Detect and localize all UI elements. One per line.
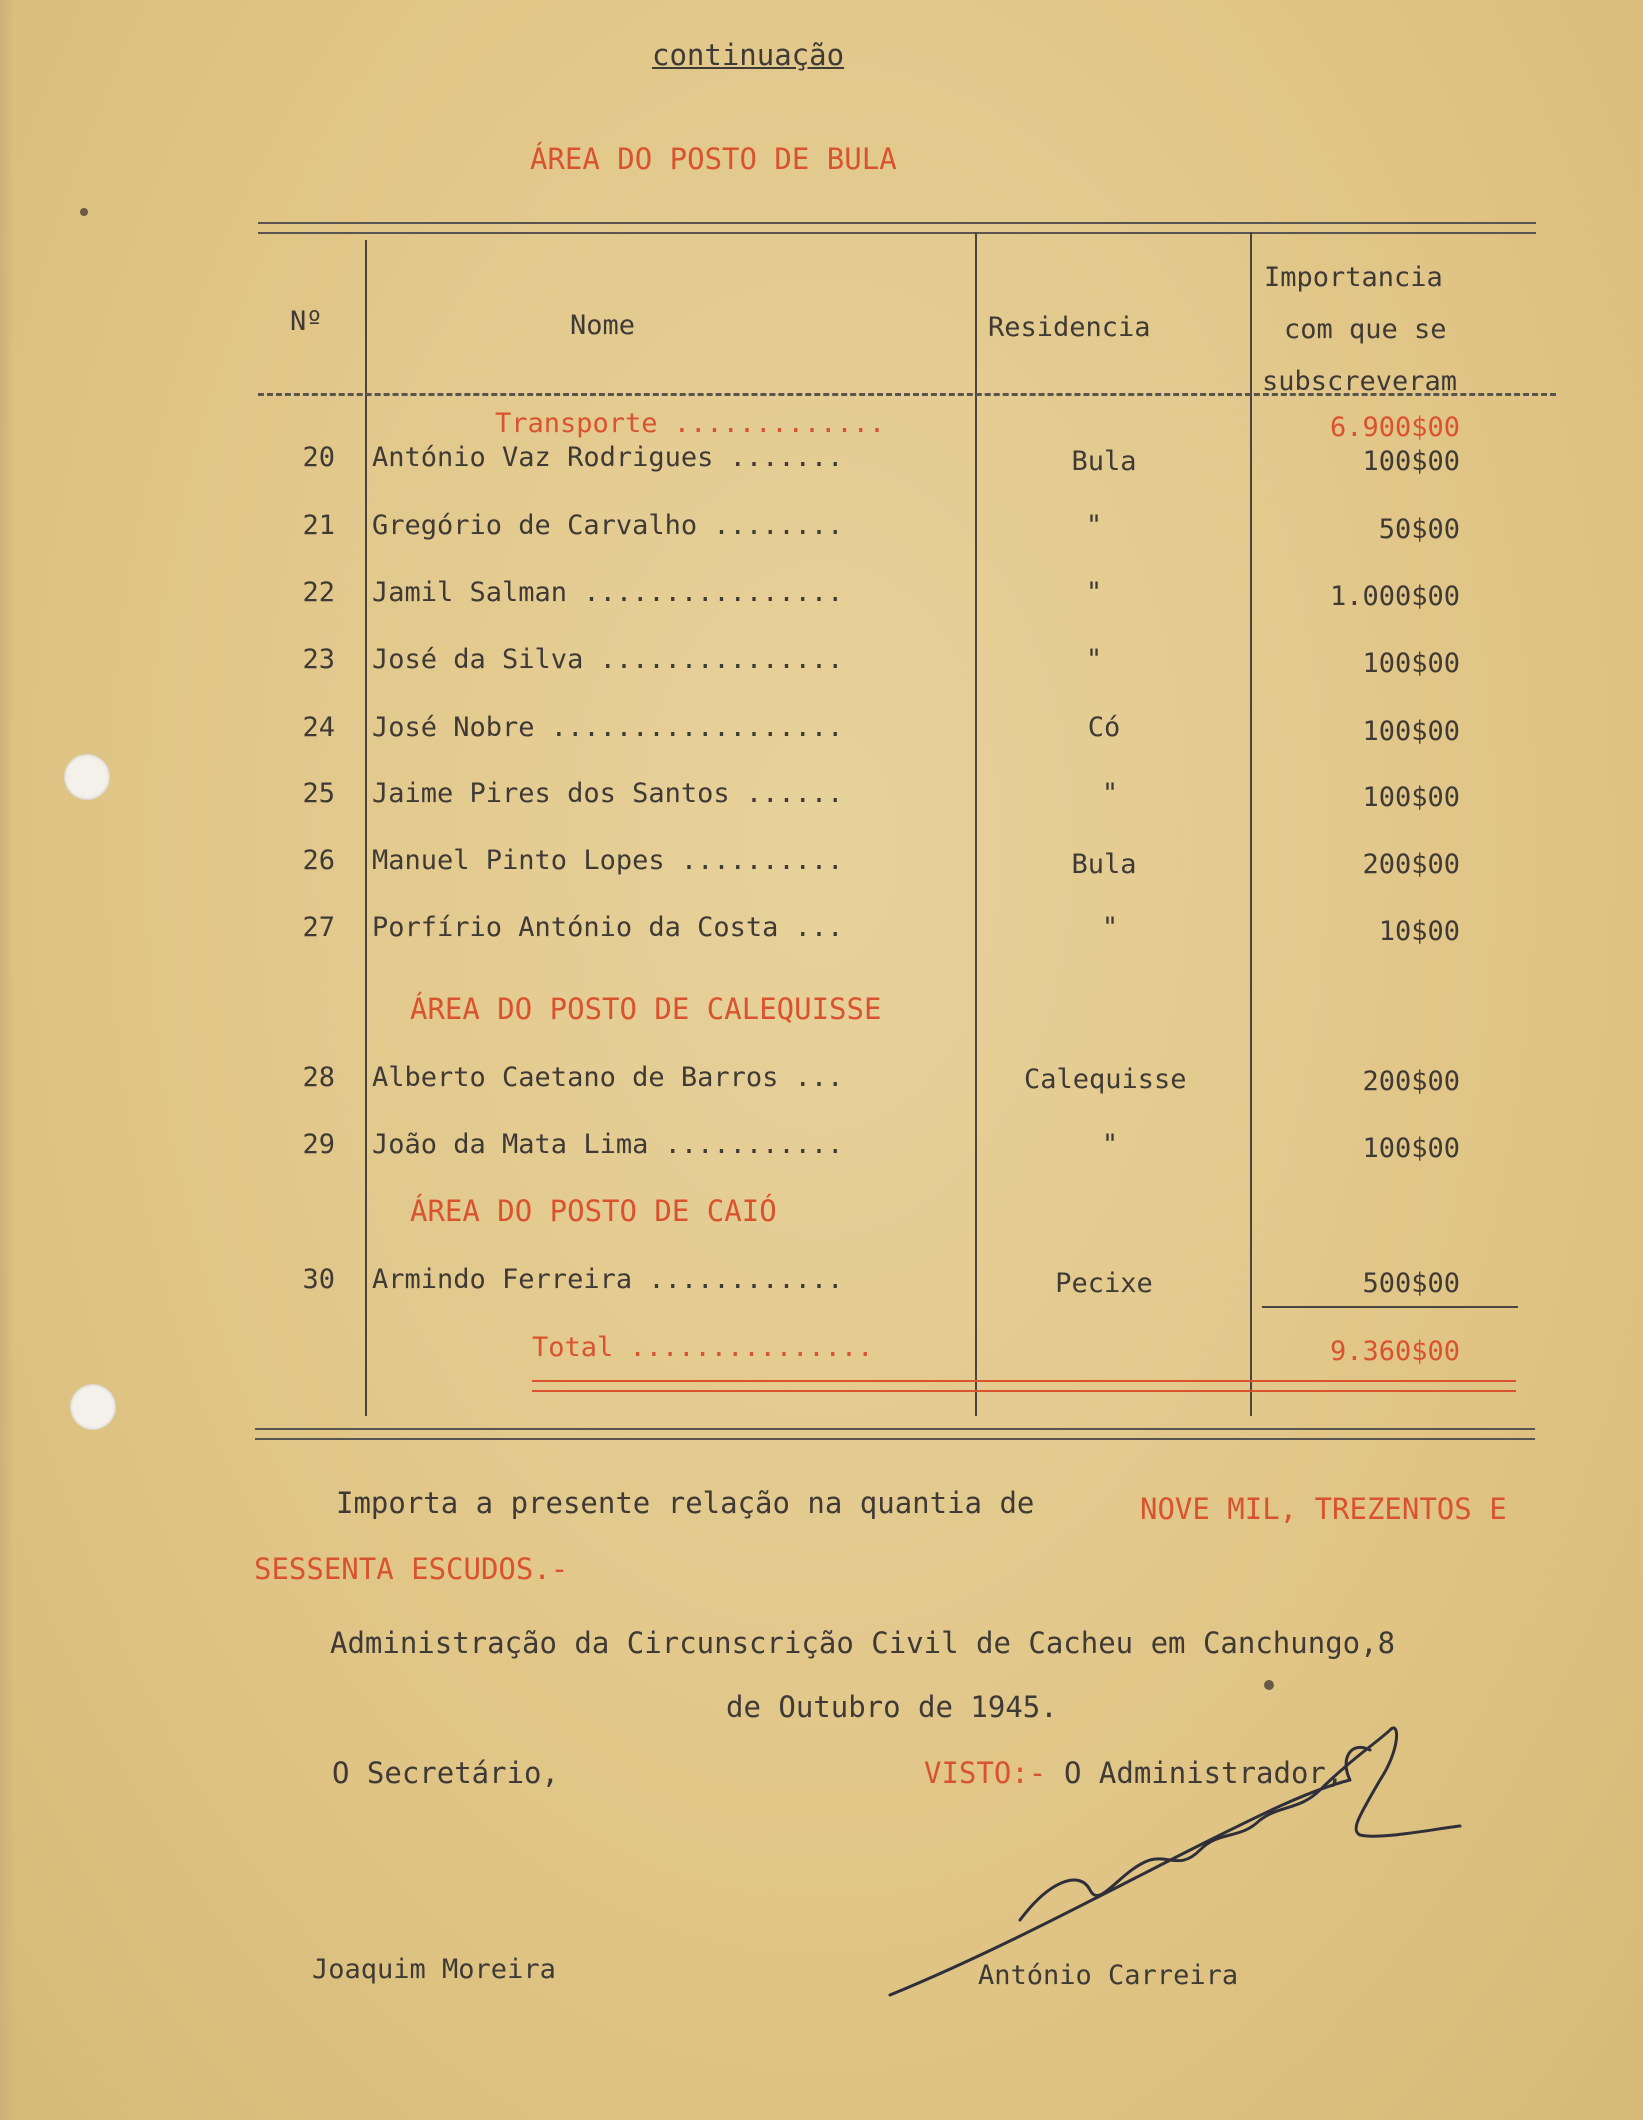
subtotal-underline	[1262, 1306, 1518, 1308]
punch-hole-top	[64, 754, 110, 800]
row-amount: 100$00	[1362, 782, 1460, 813]
row-name: Jaime Pires dos Santos ......	[372, 778, 844, 809]
total-red-rule	[532, 1380, 1516, 1392]
row-amount: 100$00	[1362, 648, 1460, 679]
header-no: Nº	[290, 306, 323, 337]
row-amount: 100$00	[1362, 1133, 1460, 1164]
paper-edge	[0, 0, 14, 2120]
row-amount: 1.000$00	[1329, 581, 1460, 612]
row-residence: Có	[1087, 712, 1121, 743]
ink-speck	[1264, 1680, 1274, 1690]
row-residence: Bula	[1071, 446, 1137, 477]
row-number: 25	[302, 778, 335, 809]
row-residence: "	[1101, 912, 1119, 943]
header-dashed-rule	[258, 393, 1556, 396]
row-amount: 200$00	[1362, 849, 1460, 880]
row-amount: 100$00	[1362, 446, 1460, 477]
place-line: Administração da Circunscrição Civil de Cacheu em Canchungo,8	[330, 1626, 1396, 1660]
row-number: 20	[302, 442, 335, 473]
column-divider-name	[975, 232, 977, 1416]
row-number: 21	[302, 510, 335, 541]
row-number: 22	[302, 577, 335, 608]
column-divider-residence	[1250, 232, 1252, 1416]
area-title-bula: ÁREA DO POSTO DE BULA	[530, 142, 897, 176]
area-title-caio: ÁREA DO POSTO DE CAIÓ	[410, 1194, 777, 1228]
row-residence: "	[1101, 778, 1119, 809]
row-name: Gregório de Carvalho ........	[372, 510, 844, 541]
row-number: 29	[302, 1129, 335, 1160]
row-number: 24	[302, 712, 335, 743]
row-name: José Nobre ..................	[372, 712, 844, 743]
row-amount: 10$00	[1378, 916, 1460, 947]
row-residence: Calequisse	[1024, 1064, 1187, 1095]
total-amount: 9.360$00	[1329, 1336, 1460, 1367]
ink-speck	[80, 208, 88, 216]
row-amount: 50$00	[1378, 514, 1460, 545]
row-number: 30	[302, 1264, 335, 1295]
amount-in-words-2: SESSENTA ESCUDOS.-	[254, 1552, 569, 1586]
row-name: Alberto Caetano de Barros ...	[372, 1062, 844, 1093]
row-number: 23	[302, 644, 335, 675]
row-name: Porfírio António da Costa ...	[372, 912, 844, 943]
amount-statement: Importa a presente relação na quantia de	[336, 1486, 1035, 1520]
row-name: Manuel Pinto Lopes ..........	[372, 845, 844, 876]
area-title-calequisse: ÁREA DO POSTO DE CALEQUISSE	[410, 992, 882, 1026]
row-residence: "	[1085, 510, 1103, 541]
column-divider-no	[365, 240, 367, 1416]
row-residence: "	[1101, 1129, 1119, 1160]
administrator-label: O Administrador,	[1064, 1756, 1344, 1790]
administrator-name: António Carreira	[978, 1960, 1239, 1991]
row-name: João da Mata Lima ...........	[372, 1129, 844, 1160]
row-name: Armindo Ferreira ............	[372, 1264, 844, 1295]
punch-hole-bottom	[70, 1384, 116, 1430]
row-number: 26	[302, 845, 335, 876]
row-number: 27	[302, 912, 335, 943]
row-number: 28	[302, 1062, 335, 1093]
transport-amount: 6.900$00	[1329, 412, 1460, 443]
header-residence: Residencia	[988, 312, 1151, 343]
header-name: Nome	[570, 310, 636, 341]
secretary-name: Joaquim Moreira	[312, 1954, 556, 1985]
row-residence: Bula	[1071, 849, 1137, 880]
row-amount: 500$00	[1362, 1268, 1460, 1299]
row-residence: Pecixe	[1055, 1268, 1153, 1299]
transport-label: Transporte .............	[495, 408, 886, 439]
row-residence: "	[1085, 577, 1103, 608]
row-amount: 200$00	[1362, 1066, 1460, 1097]
header-amount-line2: com que se	[1284, 314, 1447, 345]
secretary-label: O Secretário,	[332, 1756, 559, 1790]
total-label: Total ...............	[532, 1332, 874, 1363]
table-bottom-rule	[255, 1428, 1535, 1440]
row-name: Jamil Salman ................	[372, 577, 844, 608]
amount-in-words-1: NOVE MIL, TREZENTOS E	[1140, 1492, 1507, 1526]
row-name: António Vaz Rodrigues .......	[372, 442, 844, 473]
table-top-rule	[258, 222, 1536, 234]
date-line: de Outubro de 1945.	[726, 1690, 1058, 1724]
header-amount-line3: subscreveram	[1262, 366, 1458, 397]
continuation-label: continuação	[652, 38, 845, 72]
header-amount-line1: Importancia	[1264, 262, 1443, 293]
row-amount: 100$00	[1362, 716, 1460, 747]
row-residence: "	[1085, 644, 1103, 675]
visto-label: VISTO:-	[924, 1756, 1047, 1790]
row-name: José da Silva ...............	[372, 644, 844, 675]
